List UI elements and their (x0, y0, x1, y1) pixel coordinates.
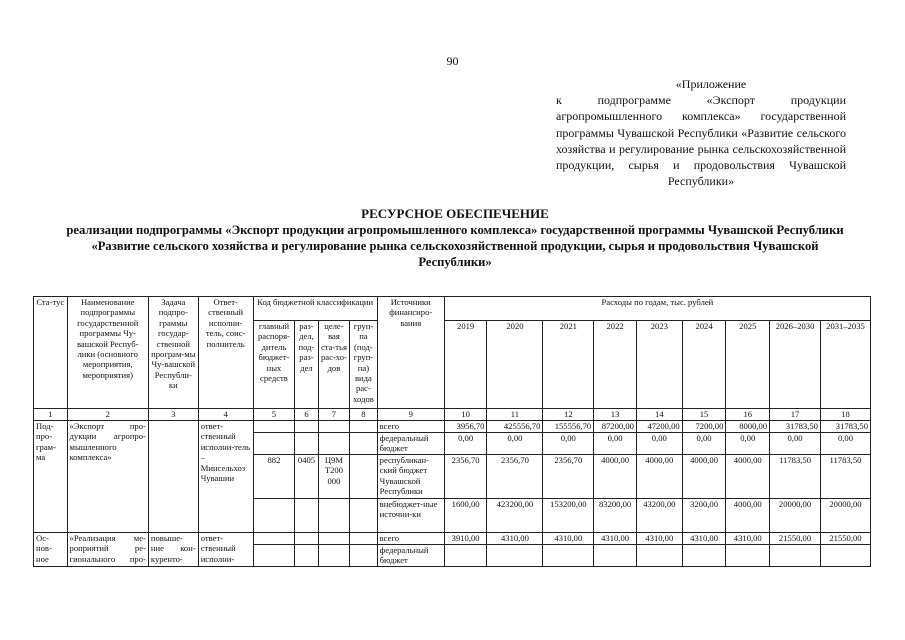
block2-task: повыше-ние кон-куренто- (148, 533, 198, 567)
block2-name: «Реализация ме-роприятий ре-гионального про- (67, 533, 148, 567)
value-cell: 0,00 (487, 433, 543, 455)
resource-table (33, 296, 871, 567)
appendix-title: «Приложение (675, 77, 747, 91)
title-main: РЕСУРСНОЕ ОБЕСПЕЧЕНИЕ (361, 206, 549, 221)
document-title (60, 206, 850, 270)
code-cell (253, 499, 295, 533)
column-number: 18 (820, 409, 870, 421)
code-cell (253, 433, 295, 455)
value-cell (682, 545, 726, 567)
value-cell: 3200,00 (682, 499, 726, 533)
value-cell: 0,00 (594, 433, 637, 455)
value-cell: 2356,70 (543, 455, 594, 499)
header-name: Наименование подпрограммы государственной программы Чу-вашской Респуб-лики (основного мероприятия, мероприятия) (67, 297, 148, 409)
header-expenses: Расходы по годам, тыс. рублей (444, 297, 870, 321)
value-cell: 4000,00 (594, 455, 637, 499)
table-row (34, 533, 871, 545)
year-header: 2023 (636, 321, 682, 409)
value-cell: 31783,50 (770, 421, 821, 433)
value-cell: 21550,00 (770, 533, 821, 545)
source-cell: всего (377, 421, 444, 433)
code-cell (318, 499, 350, 533)
value-cell: 423200,00 (487, 499, 543, 533)
value-cell: 4310,00 (682, 533, 726, 545)
code-vr (350, 455, 377, 499)
column-number: 4 (198, 409, 253, 421)
value-cell: 0,00 (770, 433, 821, 455)
value-cell (594, 545, 637, 567)
source-cell: всего (377, 533, 444, 545)
value-cell: 11783,50 (820, 455, 870, 499)
column-number: 5 (253, 409, 295, 421)
column-number: 1 (34, 409, 68, 421)
code-cell (318, 421, 350, 433)
code-cell (295, 499, 318, 533)
year-header: 2026–2030 (770, 321, 821, 409)
code-cell (253, 421, 295, 433)
code-cell (350, 533, 377, 545)
column-number: 15 (682, 409, 726, 421)
page-number: 90 (446, 54, 459, 68)
block1-name: «Экспорт про-дукции агропро-мышленного комплекса» (67, 421, 148, 533)
title-subtitle: реализации подпрограммы «Экспорт продукции агропромышленного комплекса» государственной программы Чувашской Республики «Развитие сельского хозяйства и регулирование рынка сельскохозяйственной продукции, сырья и продовольствия Чувашской Республики» (66, 223, 844, 269)
value-cell: 0,00 (682, 433, 726, 455)
value-cell: 31783,50 (820, 421, 870, 433)
value-cell: 4000,00 (636, 455, 682, 499)
value-cell: 4310,00 (543, 533, 594, 545)
code-cell (350, 421, 377, 433)
value-cell: 4310,00 (726, 533, 770, 545)
header-status: Ста-тус (34, 297, 68, 409)
source-cell: федеральный бюджет (377, 545, 444, 567)
value-cell: 155556,70 (543, 421, 594, 433)
block1-status: Под-про-грам-ма (34, 421, 68, 533)
code-cell (350, 499, 377, 533)
value-cell: 4310,00 (594, 533, 637, 545)
value-cell: 4000,00 (726, 455, 770, 499)
value-cell: 7200,00 (682, 421, 726, 433)
value-cell (820, 545, 870, 567)
code-cell (295, 421, 318, 433)
code-cs: Ц9М T200 000 (318, 455, 350, 499)
block2-status: Ос-нов-ное (34, 533, 68, 567)
value-cell: 1600,00 (444, 499, 487, 533)
value-cell: 2356,70 (444, 455, 487, 499)
code-cell (295, 533, 318, 545)
value-cell: 11783,50 (770, 455, 821, 499)
code-rz: 0405 (295, 455, 318, 499)
column-number: 13 (594, 409, 637, 421)
column-number: 6 (295, 409, 318, 421)
year-header: 2031–2035 (820, 321, 870, 409)
value-cell: 0,00 (444, 433, 487, 455)
code-cell (253, 545, 295, 567)
column-number: 14 (636, 409, 682, 421)
code-cell (295, 545, 318, 567)
value-cell: 4000,00 (682, 455, 726, 499)
column-number: 16 (726, 409, 770, 421)
column-number: 10 (444, 409, 487, 421)
value-cell: 0,00 (820, 433, 870, 455)
column-number: 11 (487, 409, 543, 421)
code-cell (350, 545, 377, 567)
value-cell (726, 545, 770, 567)
value-cell: 153200,00 (543, 499, 594, 533)
column-number: 7 (318, 409, 350, 421)
header-sources: Источники финансиро-вания (377, 297, 444, 409)
code-cell (318, 433, 350, 455)
column-number: 17 (770, 409, 821, 421)
value-cell: 87200,00 (594, 421, 637, 433)
value-cell (770, 545, 821, 567)
header-vr: груп-па (под-груп-па) вида рас-ходов (350, 321, 377, 409)
column-number: 2 (67, 409, 148, 421)
column-number: 9 (377, 409, 444, 421)
value-cell (636, 545, 682, 567)
year-header: 2020 (487, 321, 543, 409)
source-cell: федеральный бюджет (377, 433, 444, 455)
value-cell: 3956,70 (444, 421, 487, 433)
source-cell: внебюджет-ные источни-ки (377, 499, 444, 533)
code-cell (318, 545, 350, 567)
value-cell: 4310,00 (636, 533, 682, 545)
value-cell: 20000,00 (820, 499, 870, 533)
value-cell: 83200,00 (594, 499, 637, 533)
column-number: 8 (350, 409, 377, 421)
header-rz: раз-дел, под-раз-дел (295, 321, 318, 409)
column-number: 3 (148, 409, 198, 421)
value-cell: 20000,00 (770, 499, 821, 533)
code-cell (295, 433, 318, 455)
header-task: Задача подпро-граммы государ-ственной програм-мы Чу-вашской Республи-ки (148, 297, 198, 409)
block1-task (148, 421, 198, 533)
table-row (34, 421, 871, 433)
value-cell: 425556,70 (487, 421, 543, 433)
value-cell: 2356,70 (487, 455, 543, 499)
year-header: 2019 (444, 321, 487, 409)
value-cell (487, 545, 543, 567)
code-gr: 882 (253, 455, 295, 499)
value-cell: 0,00 (636, 433, 682, 455)
value-cell: 0,00 (543, 433, 594, 455)
value-cell: 3910,00 (444, 533, 487, 545)
code-cell (318, 533, 350, 545)
block1-executor: ответ-ственный исполни-тель – Минсельхоз Чувашии (198, 421, 253, 533)
header-gr: главный распоря-дитель бюджет-ных средств (253, 321, 295, 409)
value-cell: 21550,00 (820, 533, 870, 545)
code-cell (350, 433, 377, 455)
value-cell: 4310,00 (487, 533, 543, 545)
value-cell: 43200,00 (636, 499, 682, 533)
source-cell: республикан-ский бюджет Чувашской Республики (377, 455, 444, 499)
appendix-note (556, 76, 846, 189)
year-header: 2024 (682, 321, 726, 409)
header-budget-code: Код бюджетной классификации (253, 297, 377, 321)
header-executor: Ответ-ственный исполни-тель, соис-полнитель (198, 297, 253, 409)
value-cell: 0,00 (726, 433, 770, 455)
code-cell (253, 533, 295, 545)
value-cell (543, 545, 594, 567)
block2-executor: ответ-ственный исполни- (198, 533, 253, 567)
value-cell: 8000,00 (726, 421, 770, 433)
value-cell: 4000,00 (726, 499, 770, 533)
value-cell: 47200,00 (636, 421, 682, 433)
year-header: 2021 (543, 321, 594, 409)
header-cs: целе-вая ста-тья рас-хо-дов (318, 321, 350, 409)
column-number-row (34, 409, 871, 421)
appendix-text: к подпрограмме «Экспорт продукции агропромышленного комплекса» государственной программы Чувашской Республики «Развитие сельского хозяйства и регулирование рынка сельскохозяйственной продукции, сырья и продовольствия Чувашской Республики» (556, 93, 846, 189)
year-header: 2025 (726, 321, 770, 409)
year-header: 2022 (594, 321, 637, 409)
value-cell (444, 545, 487, 567)
column-number: 12 (543, 409, 594, 421)
